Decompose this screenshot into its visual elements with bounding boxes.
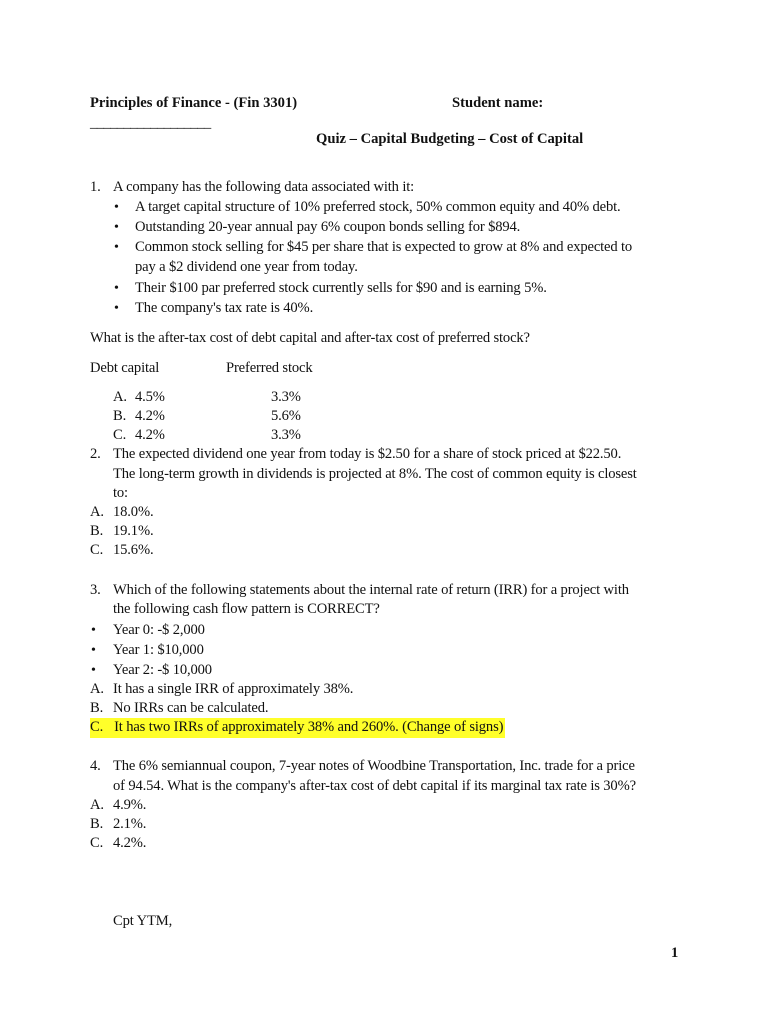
q3-number: 3. <box>90 582 101 598</box>
student-name-label: Student name: <box>452 95 544 111</box>
q1-bullet: Common stock selling for $45 per share that is expected to grow at 8% and expected to <box>135 239 633 255</box>
bullet-icon: • <box>91 643 96 658</box>
q3-option-letter: A. <box>90 681 104 697</box>
q2-option-letter: A. <box>90 504 104 520</box>
q1-option-pref: 3.3% <box>271 389 301 405</box>
student-name-blank: __________________ <box>90 115 211 131</box>
q1-option-debt: 4.5% <box>135 389 165 405</box>
q3-option-text: It has a single IRR of approximately 38%. <box>113 681 354 697</box>
q1-bullet-continuation: pay a $2 dividend one year from today. <box>135 259 358 275</box>
quiz-title: Quiz – Capital Budgeting – Cost of Capital <box>316 131 584 147</box>
q3-cashflow: Year 1: $10,000 <box>113 642 204 658</box>
q2-option-text: 19.1%. <box>113 523 154 539</box>
page-number: 1 <box>671 945 679 961</box>
q1-option-letter: C. <box>113 427 127 443</box>
q2-option-letter: B. <box>90 523 104 539</box>
bullet-icon: • <box>114 301 119 316</box>
handwritten-note: Cpt YTM, <box>113 913 173 929</box>
q2-option-text: 18.0%. <box>113 504 154 520</box>
bullet-icon: • <box>114 200 119 215</box>
q4-number: 4. <box>90 758 101 774</box>
q3-option-letter: C. <box>90 719 104 735</box>
q1-bullet: The company's tax rate is 40%. <box>135 300 314 316</box>
q1-option-pref: 3.3% <box>271 427 301 443</box>
q2-number: 2. <box>90 446 101 462</box>
q1-option-letter: B. <box>113 408 127 424</box>
q1-bullet: Outstanding 20-year annual pay 6% coupon bonds selling for $894. <box>135 219 521 235</box>
q1-number: 1. <box>90 179 101 195</box>
bullet-icon: • <box>114 220 119 235</box>
course-title: Principles of Finance - (Fin 3301) <box>90 95 298 111</box>
q1-question: What is the after-tax cost of debt capital and after-tax cost of preferred stock? <box>90 330 530 346</box>
q2-line: to: <box>113 485 128 501</box>
q1-stem: A company has the following data associated with it: <box>113 179 415 195</box>
q2-option-text: 15.6%. <box>113 542 154 558</box>
q4-line: The 6% semiannual coupon, 7-year notes of Woodbine Transportation, Inc. trade for a price <box>113 758 635 774</box>
q3-option-letter: B. <box>90 700 104 716</box>
q4-option-text: 4.2%. <box>113 835 147 851</box>
q1-col-debt: Debt capital <box>90 360 160 376</box>
q4-option-letter: C. <box>90 835 104 851</box>
bullet-icon: • <box>91 663 96 678</box>
q1-option-debt: 4.2% <box>135 427 165 443</box>
q3-cashflow: Year 2: -$ 10,000 <box>113 662 212 678</box>
q2-option-letter: C. <box>90 542 104 558</box>
q4-option-letter: A. <box>90 797 104 813</box>
q3-option-text: No IRRs can be calculated. <box>113 700 269 716</box>
q1-option-pref: 5.6% <box>271 408 301 424</box>
bullet-icon: • <box>114 281 119 296</box>
q1-col-preferred: Preferred stock <box>226 360 313 376</box>
q3-line: Which of the following statements about the internal rate of return (IRR) for a project with <box>113 582 629 598</box>
q4-option-text: 2.1%. <box>113 816 147 832</box>
bullet-icon: • <box>114 240 119 255</box>
q3-cashflow: Year 0: -$ 2,000 <box>113 622 205 638</box>
q1-bullet: Their $100 par preferred stock currently sells for $90 and is earning 5%. <box>135 280 547 296</box>
q3-line: the following cash flow pattern is CORRECT? <box>113 601 380 617</box>
q3-option-text: It has two IRRs of approximately 38% and 260%. (Change of signs) <box>114 719 504 735</box>
q1-option-letter: A. <box>113 389 127 405</box>
q1-bullet: A target capital structure of 10% preferred stock, 50% common equity and 40% debt. <box>135 199 621 215</box>
bullet-icon: • <box>91 623 96 638</box>
q3-correct-answer-highlight <box>90 718 505 738</box>
q2-line: The long-term growth in dividends is projected at 8%. The cost of common equity is closest <box>113 466 637 482</box>
q4-line: of 94.54. What is the company's after-tax cost of debt capital if its marginal tax rate is 30%? <box>113 778 636 794</box>
q4-option-text: 4.9%. <box>113 797 147 813</box>
q4-option-letter: B. <box>90 816 104 832</box>
q2-line: The expected dividend one year from today is $2.50 for a share of stock priced at $22.50. <box>113 446 622 462</box>
q1-option-debt: 4.2% <box>135 408 165 424</box>
